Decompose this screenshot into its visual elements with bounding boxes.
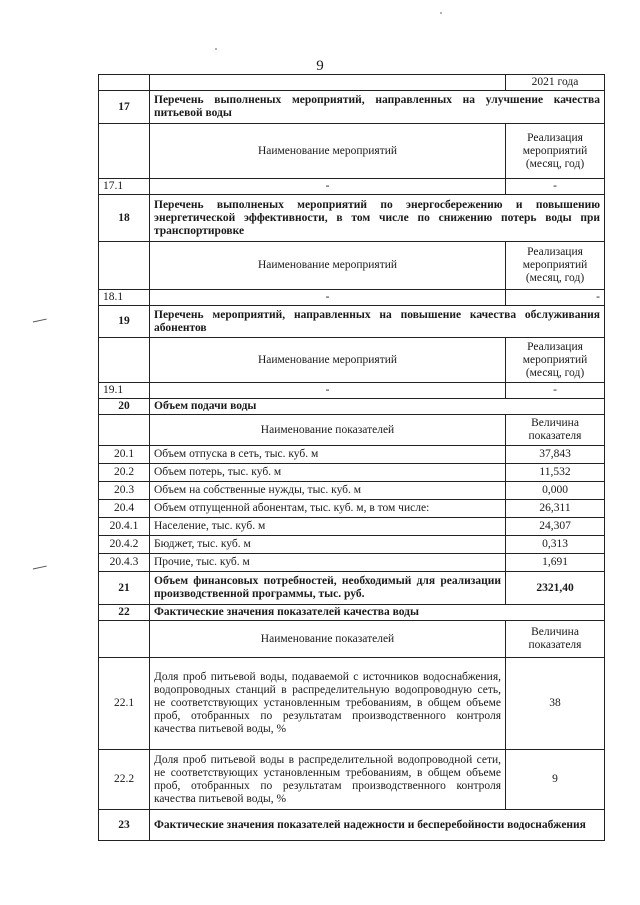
section-title: Фактические значения показателей надежности и бесперебойности водоснабжения: [150, 810, 605, 841]
table-row: [99, 464, 605, 482]
table-row: [99, 554, 605, 572]
table-row: [99, 518, 605, 536]
row-number: 20.2: [99, 464, 150, 482]
table-row: [99, 75, 605, 91]
column-header-row: [99, 124, 605, 179]
section-number: 23: [99, 810, 150, 841]
section-title: Перечень мероприятий, направленных на повышение качества обслуживания абонентов: [150, 306, 605, 338]
table-row: [99, 536, 605, 554]
row-name: Бюджет, тыс. куб. м: [150, 536, 506, 554]
row-number: 20.4: [99, 500, 150, 518]
row-value: -: [506, 179, 605, 195]
table-row: [99, 383, 605, 399]
row-value: 1,691: [506, 554, 605, 572]
section-header-19: [99, 306, 605, 338]
year-cell: 2021 года: [506, 75, 605, 91]
row-name: Доля проб питьевой воды, подаваемой с источников водоснабжения, водопроводных станций в распределительную водопроводную сеть, не соответствующих установленным требованиям, в общем объеме проб, отобранных по результатам производственного контроля качества питьевой воды, %: [150, 658, 506, 750]
row-value: 11,532: [506, 464, 605, 482]
column-header-row: [99, 621, 605, 658]
section-value: 2321,40: [506, 572, 605, 605]
section-title: Объем подачи воды: [150, 399, 605, 415]
column-header-implementation: Реализация мероприятий (месяц, год): [506, 242, 605, 290]
table-row: [99, 446, 605, 464]
row-number: 20.4.1: [99, 518, 150, 536]
column-header-name: Наименование мероприятий: [150, 124, 506, 179]
scan-speck: [215, 48, 217, 50]
table-row: [99, 290, 605, 306]
section-header-18: [99, 195, 605, 242]
row-name: Население, тыс. куб. м: [150, 518, 506, 536]
row-number: 20.4.2: [99, 536, 150, 554]
section-number: 22: [99, 605, 150, 621]
column-header-name: Наименование мероприятий: [150, 338, 506, 383]
row-name: -: [150, 290, 506, 306]
table-row: [99, 179, 605, 195]
section-number: 21: [99, 572, 150, 605]
row-value: -: [506, 383, 605, 399]
section-header-23: [99, 810, 605, 841]
column-header-value: Величина показателя: [506, 415, 605, 446]
row-name: Прочие, тыс. куб. м: [150, 554, 506, 572]
section-header-22: [99, 605, 605, 621]
table-row: [99, 658, 605, 750]
section-number: 18: [99, 195, 150, 242]
column-header-row: [99, 415, 605, 446]
cell-empty: [99, 124, 150, 179]
scan-mark: [33, 319, 47, 325]
section-number: 19: [99, 306, 150, 338]
row-value: 26,311: [506, 500, 605, 518]
column-header-implementation: Реализация мероприятий (месяц, год): [506, 338, 605, 383]
column-header-value: Величина показателя: [506, 621, 605, 658]
table-row: [99, 500, 605, 518]
cell-empty: [99, 75, 150, 91]
section-header-21: [99, 572, 605, 605]
row-number: 20.4.3: [99, 554, 150, 572]
row-number: 22.1: [99, 658, 150, 750]
column-header-name: Наименование показателей: [150, 621, 506, 658]
column-header-row: [99, 338, 605, 383]
row-value: 37,843: [506, 446, 605, 464]
cell-empty: [99, 621, 150, 658]
column-header-row: [99, 242, 605, 290]
row-number: 18.1: [99, 290, 150, 306]
row-number: 20.3: [99, 482, 150, 500]
section-title: Перечень выполненых мероприятий, направленных на улучшение качества питьевой воды: [150, 91, 605, 124]
row-value: -: [506, 290, 605, 306]
scan-mark: [33, 566, 47, 572]
row-value: 38: [506, 658, 605, 750]
row-name: Доля проб питьевой воды в распределительной водопроводной сети, не соответствующих установленным требованиям, в общем объеме проб, отобранных по результатам производственного контроля качества питьевой воды, %: [150, 750, 506, 810]
section-title: Объем финансовых потребностей, необходимый для реализации производственной программы, тыс. руб.: [150, 572, 506, 605]
cell-empty: [150, 75, 506, 91]
section-header-20: [99, 399, 605, 415]
row-name: Объем на собственные нужды, тыс. куб. м: [150, 482, 506, 500]
row-value: 9: [506, 750, 605, 810]
row-number: 20.1: [99, 446, 150, 464]
cell-empty: [99, 242, 150, 290]
scan-speck: [440, 12, 442, 14]
row-value: 24,307: [506, 518, 605, 536]
row-name: Объем потерь, тыс. куб. м: [150, 464, 506, 482]
cell-empty: [99, 338, 150, 383]
page-number: 9: [316, 58, 324, 74]
row-name: -: [150, 383, 506, 399]
section-title: Фактические значения показателей качества воды: [150, 605, 605, 621]
row-number: 19.1: [99, 383, 150, 399]
row-number: 22.2: [99, 750, 150, 810]
row-number: 17.1: [99, 179, 150, 195]
section-number: 20: [99, 399, 150, 415]
row-value: 0,000: [506, 482, 605, 500]
cell-empty: [99, 415, 150, 446]
indicators-table: [98, 74, 605, 841]
table-row: [99, 750, 605, 810]
row-name: Объем отпуска в сеть, тыс. куб. м: [150, 446, 506, 464]
table-row: [99, 482, 605, 500]
row-name: Объем отпущенной абонентам, тыс. куб. м, в том числе:: [150, 500, 506, 518]
column-header-name: Наименование мероприятий: [150, 242, 506, 290]
section-number: 17: [99, 91, 150, 124]
column-header-implementation: Реализация мероприятий (месяц, год): [506, 124, 605, 179]
section-header-17: [99, 91, 605, 124]
section-title: Перечень выполненых мероприятий по энергосбережению и повышению энергетической эффективности, в том числе по снижению потерь воды при транспортировке: [150, 195, 605, 242]
column-header-name: Наименование показателей: [150, 415, 506, 446]
row-name: -: [150, 179, 506, 195]
row-value: 0,313: [506, 536, 605, 554]
